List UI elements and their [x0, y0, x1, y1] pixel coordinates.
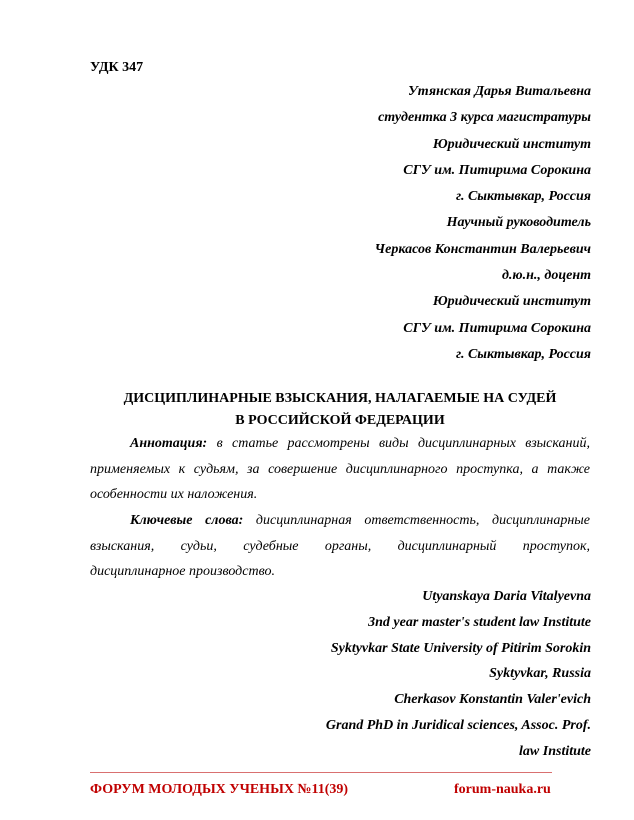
abstract	[90, 431, 590, 508]
author-ru-line: Юридический институт	[432, 294, 591, 310]
keywords-text: дисциплинарная ответственность, дисциплинарные	[243, 513, 590, 528]
keywords-line: взыскания, судьи, судебные органы, дисциплинарный проступок,	[90, 538, 590, 554]
abstract-label: Аннотация:	[130, 436, 208, 451]
author-ru-line: Утянская Дарья Витальевна	[408, 84, 591, 99]
footer-site-link[interactable]: forum-nauka.ru	[454, 782, 551, 797]
author-ru-line: г. Сыктывкар, Россия	[455, 346, 591, 362]
author-ru-line: СГУ им. Питирима Сорокина	[403, 162, 591, 178]
author-en-line: law Institute	[519, 743, 591, 759]
abstract-line	[90, 431, 590, 457]
author-ru-line: д.ю.н., доцент	[501, 268, 591, 284]
footer-divider	[90, 772, 552, 773]
keywords-label: Ключевые слова:	[130, 513, 244, 528]
author-en-line: 3nd year master's student law Institute	[368, 614, 591, 630]
title-line: В РОССИЙСКОЙ ФЕДЕРАЦИИ	[235, 413, 445, 428]
author-ru-line: студентка 3 курса магистратуры	[378, 110, 591, 126]
author-ru-line: Черкасов Константин Валерьевич	[374, 241, 591, 257]
author-block-en	[326, 584, 591, 765]
author-en-line: Grand PhD in Juridical sciences, Assoc. Prof.	[325, 717, 591, 733]
author-en-line: Cherkasov Konstantin Valer'evich	[394, 692, 591, 708]
keywords-line: дисциплинарное производство.	[90, 564, 275, 579]
keywords-line	[90, 508, 590, 534]
author-ru-line: Юридический институт	[432, 136, 591, 152]
udk-code: УДК 347	[90, 60, 144, 75]
author-ru-line: СГУ им. Питирима Сорокина	[403, 320, 591, 336]
abstract-line: применяемых к судьям, за совершение дисциплинарного проступка, а также	[90, 461, 590, 477]
article-title	[90, 388, 590, 432]
footer-journal-name: ФОРУМ МОЛОДЫХ УЧЕНЫХ №11(39)	[90, 782, 349, 797]
abstract-text: в статье рассмотрены виды дисциплинарных взысканий,	[207, 436, 590, 451]
author-en-line: Syktyvkar State University of Pitirim Sorokin	[330, 640, 591, 656]
title-line: ДИСЦИПЛИНАРНЫЕ ВЗЫСКАНИЯ, НАЛАГАЕМЫЕ НА СУДЕЙ	[123, 391, 557, 406]
abstract-line: особенности их наложения.	[90, 487, 258, 502]
author-en-line: Utyanskaya Daria Vitalyevna	[422, 589, 591, 604]
author-en-line: Syktyvkar, Russia	[489, 666, 591, 682]
keywords	[90, 508, 590, 585]
author-ru-line: г. Сыктывкар, Россия	[455, 189, 591, 205]
author-block-ru	[375, 79, 591, 368]
author-ru-line: Научный руководитель	[446, 215, 591, 231]
